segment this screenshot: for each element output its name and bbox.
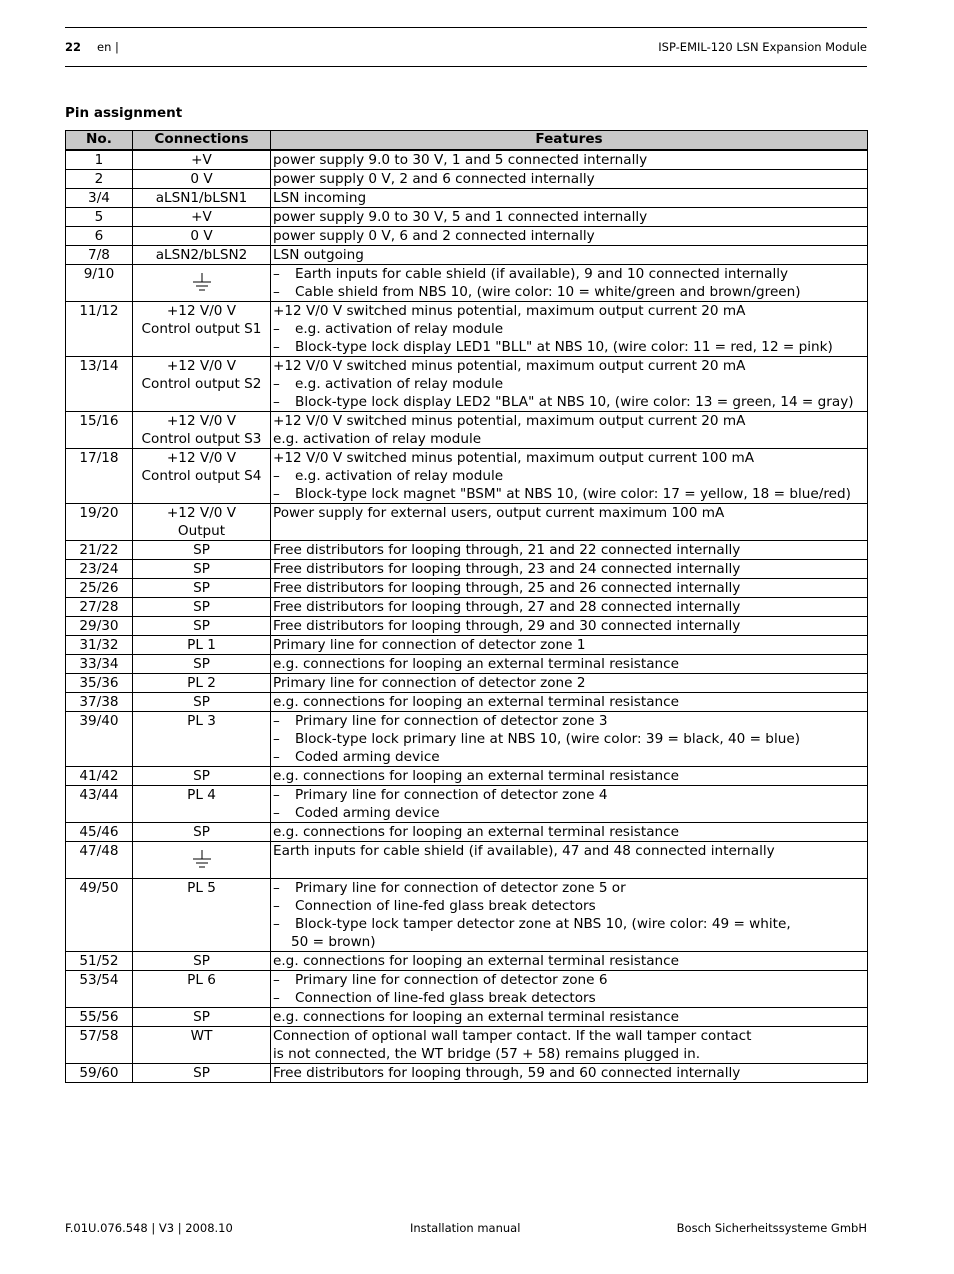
feature-text: power supply 9.0 to 30 V, 1 and 5 connected internally — [273, 151, 648, 168]
connection-label: +V — [191, 151, 212, 168]
pin-number-cell: 17/18 — [66, 448, 133, 503]
feature-cell — [271, 841, 868, 878]
feature-cell — [271, 578, 868, 597]
pin-number-cell: 7/8 — [66, 245, 133, 264]
connection-cell — [133, 559, 271, 578]
table-row — [66, 951, 868, 970]
connection-label: aLSN1/bLSN1 — [155, 189, 248, 206]
feature-text: Free distributors for looping through, 23 and 24 connected internally — [273, 560, 741, 577]
connection-cell — [133, 226, 271, 245]
connection-label: SP — [193, 560, 210, 577]
feature-bullet-item: – Cable shield from NBS 10, (wire color: 10 = white/green and brown/green) — [273, 283, 865, 301]
feature-text: +12 V/0 V switched minus potential, maximum output current 20 mA — [273, 302, 746, 319]
connection-cell — [133, 616, 271, 635]
feature-bullet-item: – Block-type lock primary line at NBS 10, (wire color: 39 = black, 40 = blue) — [273, 730, 865, 748]
pin-number-cell: 6 — [66, 226, 133, 245]
feature-text: e.g. connections for looping an external terminal resistance — [273, 693, 679, 710]
connection-cell — [133, 822, 271, 841]
connection-label: 0 V — [190, 170, 213, 187]
connection-cell — [133, 188, 271, 207]
feature-text: +12 V/0 V switched minus potential, maximum output current 20 mA — [273, 357, 746, 374]
pin-number-cell: 3/4 — [66, 188, 133, 207]
table-row — [66, 503, 868, 540]
connection-label: SP — [193, 767, 210, 784]
connection-label: SP — [193, 1008, 210, 1025]
manual-type: Installation manual — [410, 1221, 521, 1235]
pin-number-cell: 49/50 — [66, 878, 133, 951]
feature-bullet-item: – Block-type lock tamper detector zone at NBS 10, (wire color: 49 = white, — [273, 915, 865, 933]
feature-text: Primary line for connection of detector zone 2 — [273, 674, 586, 691]
feature-cell — [271, 822, 868, 841]
feature-cell — [271, 1026, 868, 1063]
connection-cell — [133, 711, 271, 766]
connection-cell — [133, 207, 271, 226]
pin-assignment-table — [65, 130, 868, 1083]
feature-cell — [271, 207, 868, 226]
table-row — [66, 559, 868, 578]
table-row — [66, 785, 868, 822]
language-label: en | — [97, 40, 119, 54]
feature-cell — [271, 692, 868, 711]
feature-text: is not connected, the WT bridge (57 + 58) remains plugged in. — [273, 1045, 701, 1062]
connection-label: +12 V/0 V — [166, 449, 237, 466]
table-row — [66, 540, 868, 559]
section-title: Pin assignment — [65, 105, 183, 121]
pin-number-cell: 29/30 — [66, 616, 133, 635]
feature-text: Free distributors for looping through, 59 and 60 connected internally — [273, 1064, 741, 1081]
pin-number-cell: 37/38 — [66, 692, 133, 711]
feature-text: e.g. connections for looping an external terminal resistance — [273, 655, 679, 672]
column-header-connections: Connections — [133, 131, 271, 150]
feature-text: +12 V/0 V switched minus potential, maximum output current 100 mA — [273, 449, 755, 466]
connection-cell — [133, 503, 271, 540]
feature-text: Earth inputs for cable shield (if available), 47 and 48 connected internally — [273, 842, 775, 859]
feature-cell — [271, 970, 868, 1007]
pin-number-cell: 11/12 — [66, 301, 133, 356]
connection-label: +12 V/0 V — [166, 412, 237, 429]
connection-label: WT — [190, 1027, 213, 1044]
table-row — [66, 597, 868, 616]
pin-number-cell: 1 — [66, 150, 133, 170]
feature-cell — [271, 150, 868, 170]
connection-label: PL 2 — [187, 674, 216, 691]
connection-cell — [133, 673, 271, 692]
table-header-row — [66, 131, 868, 150]
connection-label: SP — [193, 693, 210, 710]
feature-cell — [271, 711, 868, 766]
table-row — [66, 264, 868, 301]
connection-cell — [133, 635, 271, 654]
connection-cell — [133, 597, 271, 616]
feature-bullet-item: – e.g. activation of relay module — [273, 375, 865, 393]
table-row — [66, 1007, 868, 1026]
table-row — [66, 188, 868, 207]
connection-cell — [133, 169, 271, 188]
feature-cell — [271, 301, 868, 356]
feature-cell — [271, 766, 868, 785]
connection-label: PL 3 — [187, 712, 216, 729]
pin-number-cell: 47/48 — [66, 841, 133, 878]
table-row — [66, 356, 868, 411]
table-row — [66, 226, 868, 245]
pin-number-cell: 31/32 — [66, 635, 133, 654]
feature-text: Free distributors for looping through, 21 and 22 connected internally — [273, 541, 741, 558]
feature-text: power supply 0 V, 2 and 6 connected internally — [273, 170, 595, 187]
connection-cell — [133, 951, 271, 970]
connection-cell — [133, 411, 271, 448]
feature-text: LSN outgoing — [273, 246, 364, 263]
table-row — [66, 616, 868, 635]
feature-cell — [271, 559, 868, 578]
ground-icon — [190, 848, 214, 872]
feature-text: Power supply for external users, output current maximum 100 mA — [273, 504, 725, 521]
column-header-features: Features — [271, 131, 868, 150]
table-row — [66, 301, 868, 356]
feature-cell — [271, 226, 868, 245]
connection-label: SP — [193, 617, 210, 634]
pin-number-cell: 39/40 — [66, 711, 133, 766]
connection-cell — [133, 1026, 271, 1063]
feature-bullet-item: – Connection of line-fed glass break detectors — [273, 989, 865, 1007]
table-row — [66, 245, 868, 264]
connection-label: SP — [193, 952, 210, 969]
feature-bullet-item: – Primary line for connection of detector zone 5 or — [273, 879, 865, 897]
feature-cell — [271, 951, 868, 970]
feature-cell — [271, 785, 868, 822]
pin-number-cell: 23/24 — [66, 559, 133, 578]
document-reference: F.01U.076.548 | V3 | 2008.10 — [65, 1221, 233, 1235]
header-rule-top — [65, 27, 867, 28]
pin-number-cell: 57/58 — [66, 1026, 133, 1063]
connection-label: +12 V/0 V — [166, 357, 237, 374]
feature-bullet-item: – Primary line for connection of detector zone 4 — [273, 786, 865, 804]
pin-number-cell: 27/28 — [66, 597, 133, 616]
table-row — [66, 692, 868, 711]
feature-bullet-item: – Coded arming device — [273, 804, 865, 822]
table-row — [66, 673, 868, 692]
feature-bullet-item: – e.g. activation of relay module — [273, 320, 865, 338]
pin-number-cell: 33/34 — [66, 654, 133, 673]
table-row — [66, 970, 868, 1007]
feature-cell — [271, 616, 868, 635]
pin-number-cell: 43/44 — [66, 785, 133, 822]
table-row — [66, 1063, 868, 1082]
feature-cell — [271, 188, 868, 207]
header-rule-bottom — [65, 66, 867, 67]
feature-text: Free distributors for looping through, 29 and 30 connected internally — [273, 617, 741, 634]
connection-cell — [133, 264, 271, 301]
table-row — [66, 711, 868, 766]
connection-cell — [133, 1063, 271, 1082]
feature-text: e.g. activation of relay module — [273, 430, 482, 447]
connection-cell — [133, 448, 271, 503]
pin-number-cell: 45/46 — [66, 822, 133, 841]
table-row — [66, 635, 868, 654]
table-row — [66, 448, 868, 503]
connection-label: SP — [193, 823, 210, 840]
connection-label: aLSN2/bLSN2 — [155, 246, 248, 263]
document-title: ISP-EMIL-120 LSN Expansion Module — [658, 40, 867, 54]
connection-label: Control output S1 — [141, 320, 262, 337]
feature-cell — [271, 654, 868, 673]
table-row — [66, 207, 868, 226]
feature-bullet-item: – Block-type lock display LED2 "BLA" at NBS 10, (wire color: 13 = green, 14 = gray) — [273, 393, 865, 411]
feature-text: LSN incoming — [273, 189, 367, 206]
connection-cell — [133, 785, 271, 822]
pin-number-cell: 35/36 — [66, 673, 133, 692]
feature-text: Primary line for connection of detector zone 1 — [273, 636, 586, 653]
feature-text — [273, 860, 865, 878]
connection-label: Output — [177, 522, 226, 539]
pin-number-cell: 53/54 — [66, 970, 133, 1007]
feature-bullet-item: – Primary line for connection of detector zone 6 — [273, 971, 865, 989]
feature-text: Connection of optional wall tamper contact. If the wall tamper contact — [273, 1027, 752, 1044]
connection-cell — [133, 301, 271, 356]
feature-cell — [271, 264, 868, 301]
connection-cell — [133, 578, 271, 597]
table-row — [66, 766, 868, 785]
feature-text: 50 = brown) — [291, 933, 376, 950]
feature-bullet-item: – Primary line for connection of detector zone 3 — [273, 712, 865, 730]
page-number: 22 — [65, 40, 82, 54]
connection-cell — [133, 970, 271, 1007]
connection-label: SP — [193, 598, 210, 615]
connection-label: PL 1 — [187, 636, 216, 653]
feature-text: Free distributors for looping through, 27 and 28 connected internally — [273, 598, 741, 615]
feature-cell — [271, 356, 868, 411]
connection-label: +V — [191, 208, 212, 225]
company-name: Bosch Sicherheitssysteme GmbH — [676, 1221, 867, 1235]
table-row — [66, 150, 868, 170]
page-footer — [65, 1221, 867, 1237]
feature-cell — [271, 673, 868, 692]
feature-cell — [271, 169, 868, 188]
feature-cell — [271, 635, 868, 654]
connection-cell — [133, 1007, 271, 1026]
pin-number-cell: 41/42 — [66, 766, 133, 785]
connection-label: PL 6 — [187, 971, 216, 988]
connection-label: PL 5 — [187, 879, 216, 896]
connection-cell — [133, 356, 271, 411]
table-body — [66, 150, 868, 1083]
pin-number-cell: 51/52 — [66, 951, 133, 970]
feature-text: e.g. connections for looping an external terminal resistance — [273, 1008, 679, 1025]
connection-label: PL 4 — [187, 786, 216, 803]
connection-cell — [133, 841, 271, 878]
ground-icon — [190, 271, 214, 295]
feature-text: +12 V/0 V switched minus potential, maximum output current 20 mA — [273, 412, 746, 429]
feature-bullet-item: – Block-type lock magnet "BSM" at NBS 10, (wire color: 17 = yellow, 18 = blue/red) — [273, 485, 865, 503]
connection-label: +12 V/0 V — [166, 504, 237, 521]
feature-cell — [271, 245, 868, 264]
connection-label: Control output S3 — [141, 430, 262, 447]
connection-label: SP — [193, 1064, 210, 1081]
pin-number-cell: 59/60 — [66, 1063, 133, 1082]
table-row — [66, 841, 868, 878]
page-header — [65, 40, 867, 56]
pin-number-cell: 15/16 — [66, 411, 133, 448]
feature-cell — [271, 411, 868, 448]
connection-cell — [133, 540, 271, 559]
connection-cell — [133, 245, 271, 264]
table-row — [66, 822, 868, 841]
connection-label: 0 V — [190, 227, 213, 244]
connection-cell — [133, 654, 271, 673]
feature-cell — [271, 448, 868, 503]
connection-label: SP — [193, 541, 210, 558]
table-row — [66, 411, 868, 448]
column-header-no: No. — [66, 131, 133, 150]
table-row — [66, 578, 868, 597]
connection-cell — [133, 878, 271, 951]
connection-cell — [133, 766, 271, 785]
pin-number-cell: 19/20 — [66, 503, 133, 540]
feature-bullet-item: – Coded arming device — [273, 748, 865, 766]
feature-text: e.g. connections for looping an external terminal resistance — [273, 767, 679, 784]
feature-bullet-item: – Connection of line-fed glass break detectors — [273, 897, 865, 915]
table-row — [66, 654, 868, 673]
connection-label: Control output S4 — [141, 467, 262, 484]
feature-cell — [271, 597, 868, 616]
feature-bullet-item: – e.g. activation of relay module — [273, 467, 865, 485]
pin-number-cell: 13/14 — [66, 356, 133, 411]
feature-bullet-item: – Earth inputs for cable shield (if available), 9 and 10 connected internally — [273, 265, 865, 283]
pin-number-cell: 2 — [66, 169, 133, 188]
feature-cell — [271, 1007, 868, 1026]
connection-cell — [133, 150, 271, 170]
pin-number-cell: 5 — [66, 207, 133, 226]
feature-bullet-item: – Block-type lock display LED1 "BLL" at NBS 10, (wire color: 11 = red, 12 = pink) — [273, 338, 865, 356]
feature-text: power supply 9.0 to 30 V, 5 and 1 connected internally — [273, 208, 648, 225]
pin-number-cell: 9/10 — [66, 264, 133, 301]
table-row — [66, 878, 868, 951]
table-row — [66, 169, 868, 188]
pin-number-cell: 55/56 — [66, 1007, 133, 1026]
connection-cell — [133, 692, 271, 711]
feature-cell — [271, 540, 868, 559]
feature-text: Free distributors for looping through, 25 and 26 connected internally — [273, 579, 741, 596]
feature-cell — [271, 503, 868, 540]
pin-number-cell: 25/26 — [66, 578, 133, 597]
table-row — [66, 1026, 868, 1063]
feature-text: e.g. connections for looping an external terminal resistance — [273, 823, 679, 840]
feature-text: e.g. connections for looping an external terminal resistance — [273, 952, 679, 969]
connection-label: SP — [193, 579, 210, 596]
feature-cell — [271, 878, 868, 951]
feature-cell — [271, 1063, 868, 1082]
pin-number-cell: 21/22 — [66, 540, 133, 559]
connection-label: SP — [193, 655, 210, 672]
connection-label: Control output S2 — [141, 375, 262, 392]
feature-text: power supply 0 V, 6 and 2 connected internally — [273, 227, 595, 244]
connection-label: +12 V/0 V — [166, 302, 237, 319]
